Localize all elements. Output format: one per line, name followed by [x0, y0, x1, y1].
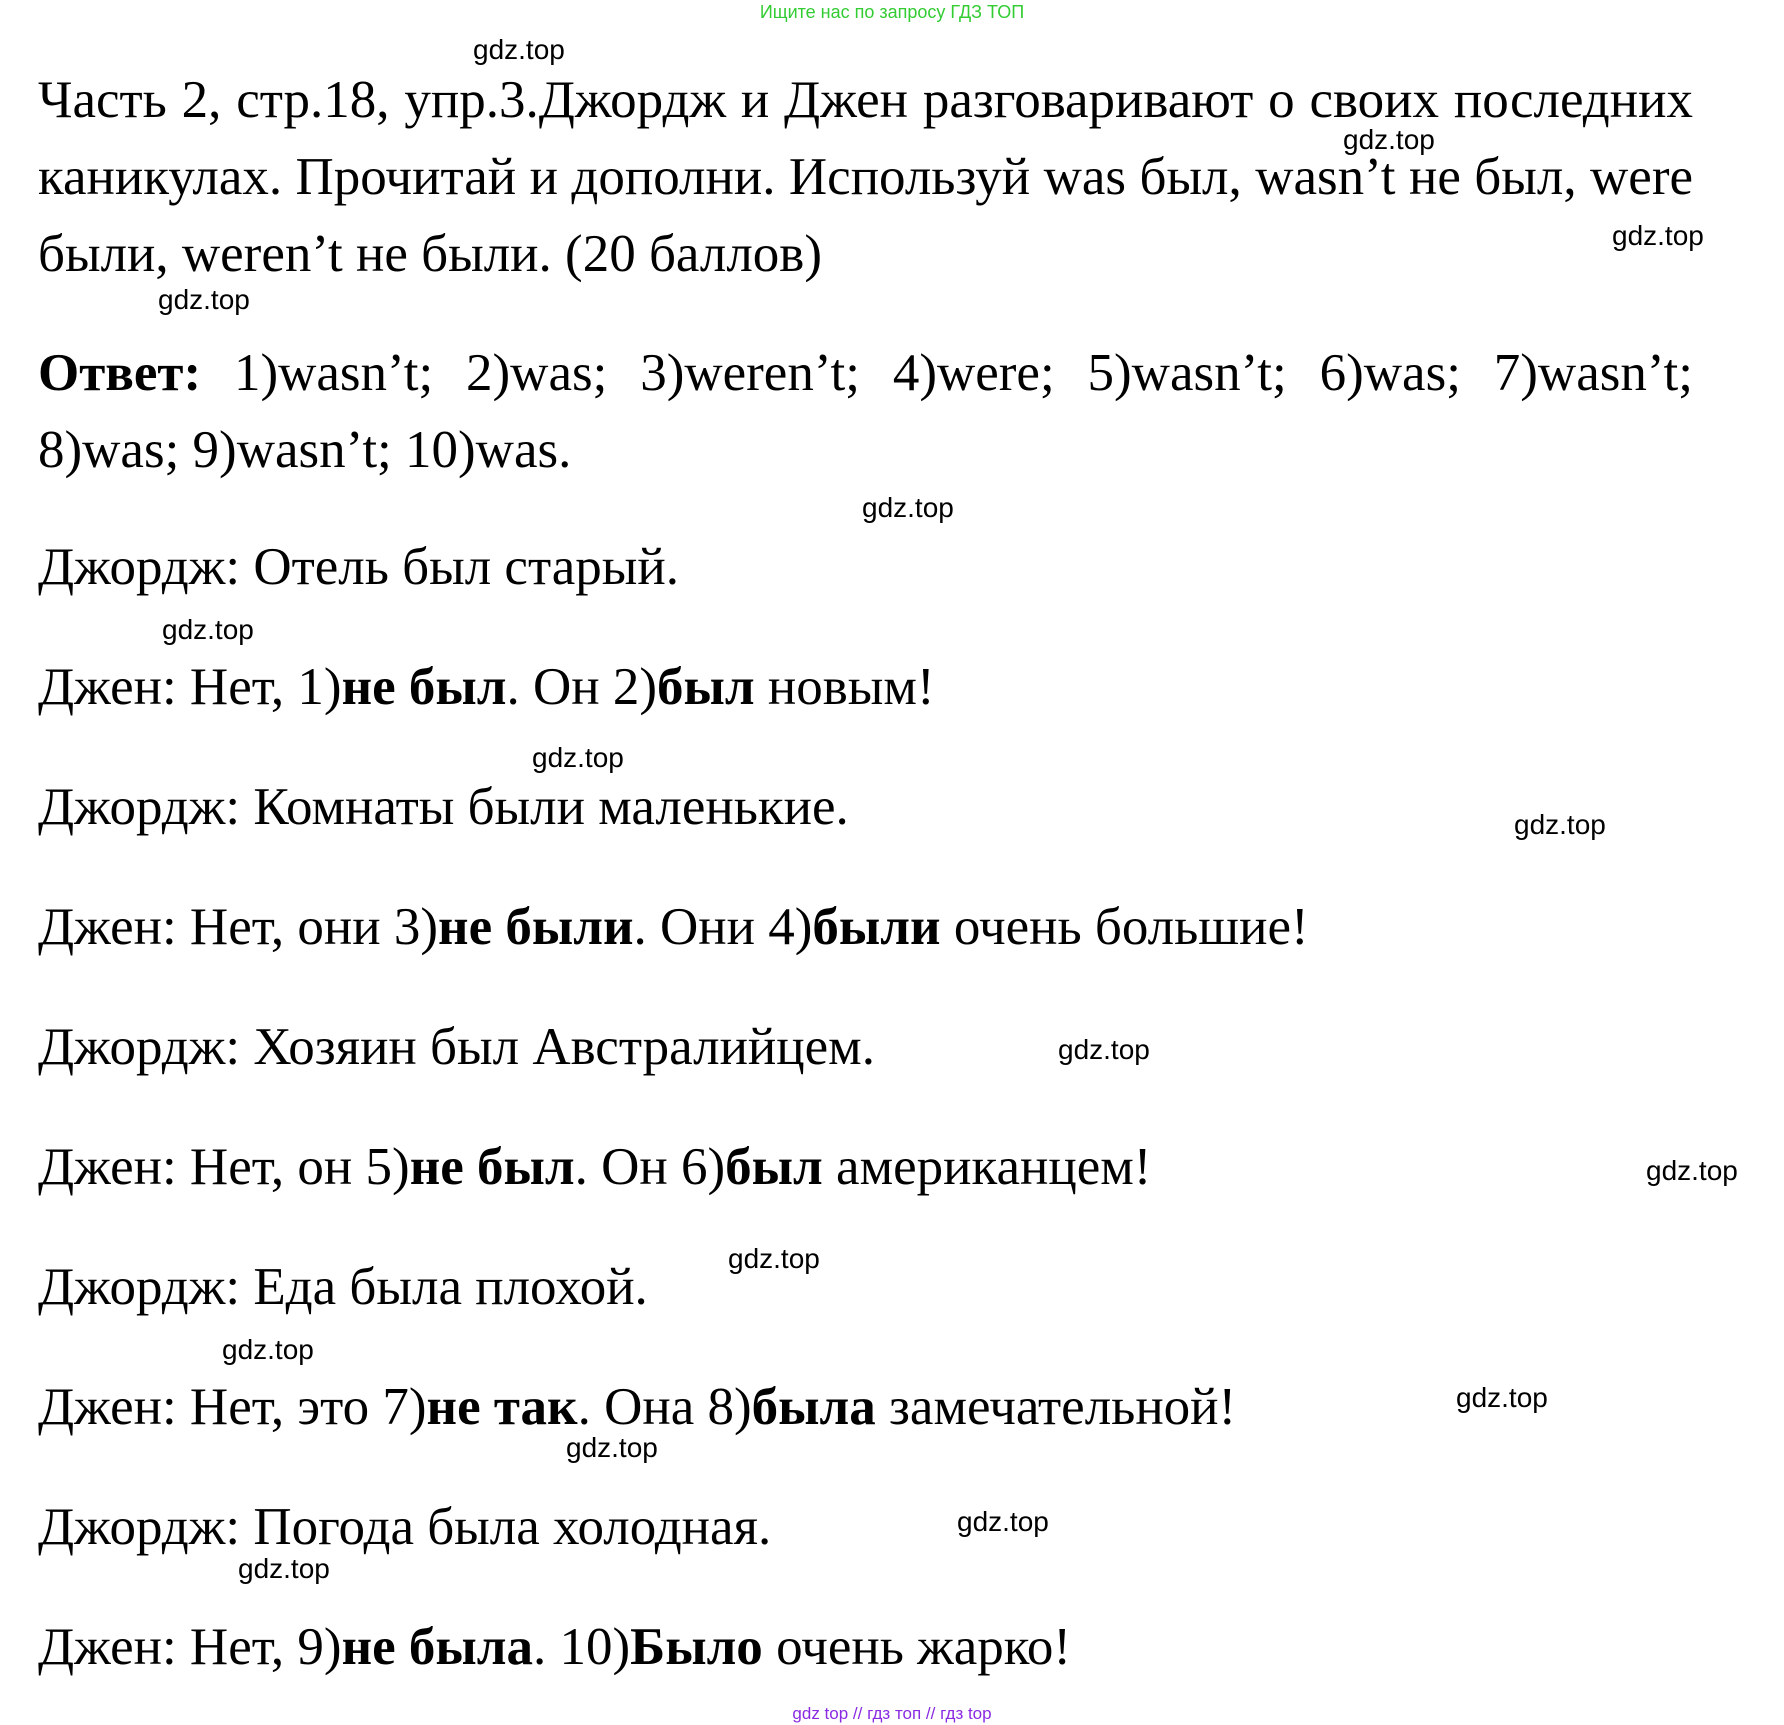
dialogue-line-8	[38, 1376, 1236, 1438]
answer-word: не так	[426, 1378, 578, 1436]
line-text: замечательной!	[875, 1378, 1237, 1436]
dialogue-line-3: Джордж: Комнаты были маленькие.	[38, 778, 849, 836]
line-text: американцем!	[822, 1138, 1152, 1196]
answer-word: не была	[341, 1618, 533, 1676]
watermark: gdz.top	[222, 1334, 314, 1365]
line-text: . Они 4)	[633, 898, 813, 956]
answer-word: были	[812, 898, 941, 956]
dialogue-line-4	[38, 896, 1309, 958]
answer-word: был	[657, 658, 755, 716]
line-text: очень жарко!	[762, 1618, 1072, 1676]
task-text: Часть 2, стр.18, упр.3.Джордж и Джен разговаривают о своих последних каникулах. Прочитай и дополни. Используй was был, wasn’t не был, were были, weren’t не были. (20 баллов)	[38, 71, 1693, 283]
watermark: gdz.top	[1514, 809, 1606, 840]
line-text: . 10)	[533, 1618, 631, 1676]
line-text: Джен: Нет, они 3)	[38, 898, 439, 956]
answer-word: Было	[630, 1618, 763, 1676]
watermark: gdz.top	[238, 1553, 330, 1584]
line-text: . Он 6)	[574, 1138, 726, 1196]
watermark: gdz.top	[473, 34, 565, 65]
line-text: Джен: Нет, он 5)	[38, 1138, 410, 1196]
watermark: gdz.top	[1343, 124, 1435, 155]
answer-label: Ответ:	[38, 344, 202, 402]
dialogue-line-5: Джордж: Хозяин был Австралийцем.	[38, 1018, 875, 1076]
watermark: gdz.top	[162, 614, 254, 645]
dialogue-line-2	[38, 656, 935, 718]
line-text: Джен: Нет, 9)	[38, 1618, 342, 1676]
watermark: gdz.top	[532, 742, 624, 773]
line-text: новым!	[754, 658, 935, 716]
answer-word: не были	[438, 898, 634, 956]
watermark: gdz.top	[566, 1432, 658, 1463]
line-text: Джен: Нет, 1)	[38, 658, 342, 716]
dialogue-line-7: Джордж: Еда была плохой.	[38, 1258, 648, 1316]
dialogue-line-10	[38, 1616, 1071, 1678]
line-text: . Она 8)	[577, 1378, 752, 1436]
watermark: gdz.top	[1058, 1034, 1150, 1065]
answer-word: не был	[341, 658, 507, 716]
answer-word: не был	[409, 1138, 575, 1196]
search-banner: Ищите нас по запросу ГДЗ ТОП	[759, 2, 1025, 22]
answer-text: 1)wasn’t; 2)was; 3)weren’t; 4)were; 5)wasn’t; 6)was; 7)wasn’t; 8)was; 9)wasn’t; 10)was.	[38, 344, 1693, 479]
watermark: gdz.top	[1646, 1155, 1738, 1186]
watermark: gdz.top	[158, 284, 250, 315]
dialogue-line-6	[38, 1136, 1151, 1198]
watermark: gdz.top	[1612, 220, 1704, 251]
answer-word: была	[751, 1378, 876, 1436]
watermark: gdz.top	[1456, 1382, 1548, 1413]
watermark: gdz.top	[957, 1506, 1049, 1537]
line-text: . Он 2)	[506, 658, 658, 716]
dialogue-line-1: Джордж: Отель был старый.	[38, 538, 679, 596]
line-text: Джен: Нет, это 7)	[38, 1378, 427, 1436]
answer-block	[38, 335, 1693, 489]
watermark: gdz.top	[862, 492, 954, 523]
footer-watermark: gdz top // гдз топ // гдз top	[792, 1704, 992, 1723]
line-text: очень большие!	[940, 898, 1309, 956]
watermark: gdz.top	[728, 1243, 820, 1274]
answer-word: был	[725, 1138, 823, 1196]
dialogue-line-9: Джордж: Погода была холодная.	[38, 1498, 772, 1556]
